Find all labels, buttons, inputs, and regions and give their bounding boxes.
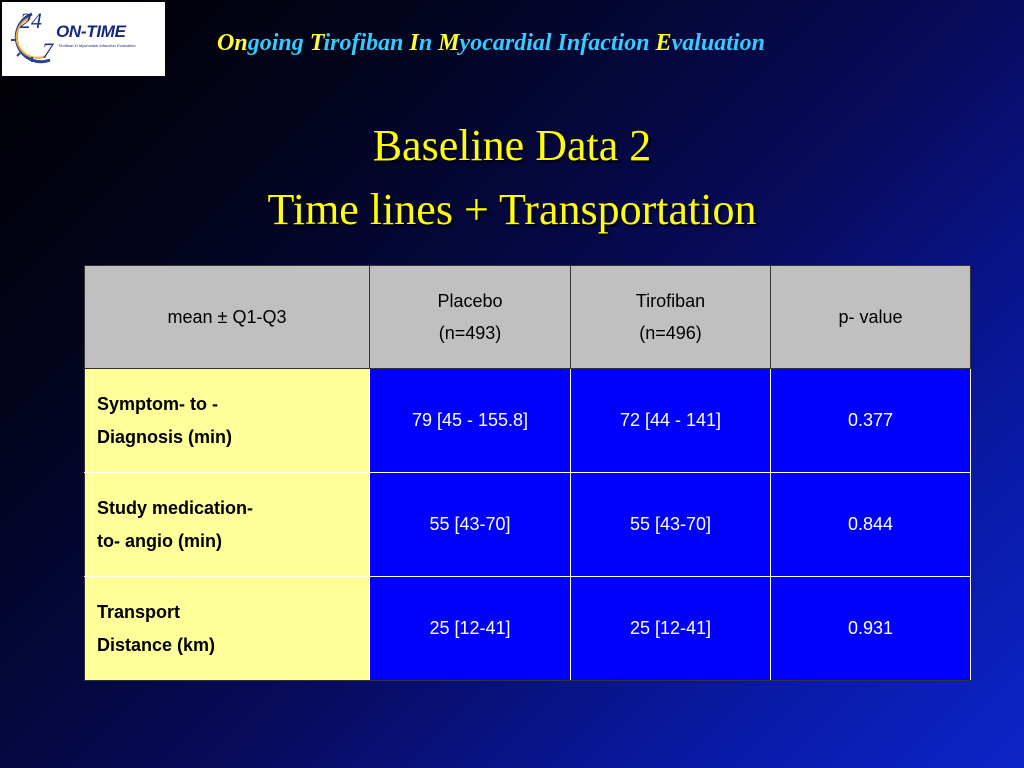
slide-title-line2: Time lines + Transportation [267, 185, 757, 234]
table-row [85, 473, 971, 577]
row-label-line: Distance (km) [97, 634, 216, 655]
placebo-value: 55 [43-70] [370, 473, 571, 577]
row-label-line: Symptom- to - [97, 393, 218, 414]
tirofiban-value: 25 [12-41] [571, 577, 771, 681]
study-title [217, 30, 765, 57]
table-header-row [85, 266, 971, 369]
placebo-value: 25 [12-41] [370, 577, 571, 681]
title-initial: I [409, 30, 419, 56]
logo-name: ON-TIME [56, 22, 126, 41]
header-cell-p-value [771, 266, 971, 369]
logo-tagline: Tirofiban in Myocardial Infarction Evaluation [58, 43, 136, 48]
title-initial: T [309, 30, 324, 56]
header-cell-measure [85, 266, 370, 369]
row-label-line: Study medication- [97, 497, 254, 518]
logo [2, 2, 165, 76]
row-label-line: Transport [97, 601, 181, 622]
tirofiban-value: 72 [44 - 141] [571, 369, 771, 473]
slide-title-line1: Baseline Data 2 [372, 121, 652, 170]
table-row [85, 369, 971, 473]
tirofiban-value: 55 [43-70] [571, 473, 771, 577]
header-sublabel: (n=493) [438, 323, 502, 343]
header-label: Tirofiban [635, 291, 706, 311]
row-label-line: to- angio (min) [97, 530, 222, 551]
header-sublabel: (n=496) [639, 323, 702, 343]
logo-number-top: 24 [20, 8, 42, 33]
title-rest: going [247, 30, 310, 56]
table-row [85, 577, 971, 681]
baseline-data-table [84, 265, 971, 681]
title-initial: E [655, 30, 672, 56]
title-initial: On [217, 30, 248, 56]
row-label [85, 369, 370, 473]
header-label: p- value [838, 307, 903, 327]
header-label: mean ± Q1-Q3 [167, 307, 287, 327]
header-label: Placebo [437, 291, 503, 311]
header-cell-tirofiban [571, 266, 771, 369]
placebo-value: 79 [45 - 155.8] [370, 369, 571, 473]
title-rest: irofiban [323, 30, 410, 56]
row-label [85, 473, 370, 577]
p-value: 0.377 [771, 369, 971, 473]
row-label [85, 577, 370, 681]
title-initial: M [438, 30, 460, 56]
title-rest: yocardial Infaction [459, 30, 656, 56]
title-rest: n [418, 30, 439, 56]
title-rest: valuation [671, 30, 765, 56]
logo-number-bottom: 7 [42, 38, 53, 63]
p-value: 0.844 [771, 473, 971, 577]
p-value: 0.931 [771, 577, 971, 681]
row-label-line: Diagnosis (min) [97, 426, 233, 447]
header-cell-placebo [370, 266, 571, 369]
